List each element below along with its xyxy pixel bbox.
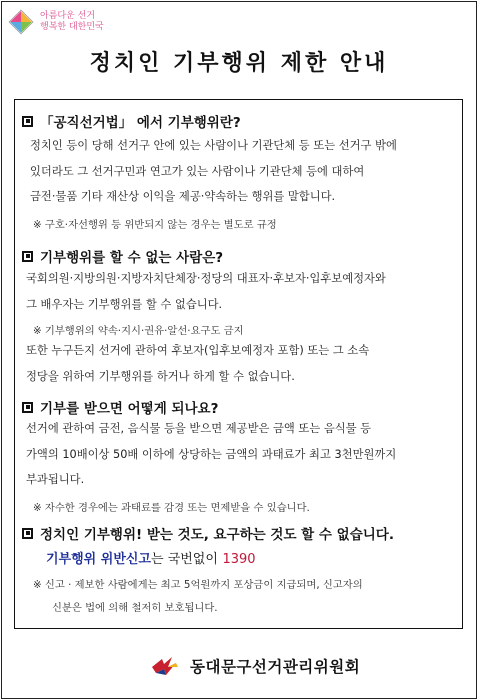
text-line: 국회의원·지방의원·지방자치단체장·정당의 대표자·후보자·입후보예정자와	[26, 272, 386, 285]
report-label: 기부행위 위반신고	[46, 552, 151, 567]
report-hotline	[46, 548, 256, 567]
text-line: 정치인 등이 당해 선거구 안에 있는 사람이나 기관단체 등 또는 선거구 밖에	[30, 139, 397, 152]
note-prohibited: ※ 기부행위의 약속·지시·권유·알선·요구도 금지	[33, 325, 244, 337]
note-definition: ※ 구호·자선행위 등 위반되지 않는 경우는 별도로 규정	[33, 219, 277, 231]
page-title: 정치인 기부행위 제한 안내	[89, 51, 389, 76]
report-mid-text: 는 국번없이	[151, 552, 218, 567]
note-receiving: ※ 자수한 경우에는 과태료를 감경 또는 면제받을 수 있습니다.	[33, 502, 310, 514]
election-commission-logo-icon	[150, 655, 180, 677]
section-definition-body	[30, 133, 458, 210]
text-line: 그 배우자는 기부행위를 할 수 없습니다.	[26, 297, 223, 311]
section-heading-receiving: 기부를 받으면 어떻게 되나요?	[22, 397, 218, 417]
text-line: 있더라도 그 선거구민과 연고가 있는 사람이나 기관단체 등에 대하여	[30, 164, 365, 178]
text-line: 가액의 10배이상 50배 이하에 상당하는 금액의 과태료가 최고 3천만원까지	[26, 447, 397, 461]
text-line: 부과됩니다.	[26, 473, 85, 486]
text-line: 선거에 관하여 금전, 음식물 등을 받으면 제공받은 금액 또는 음식물 등	[26, 422, 372, 435]
section-heading-prohibited-persons: 기부행위를 할 수 없는 사람은?	[22, 246, 223, 266]
top-logo	[8, 8, 104, 36]
text-line: 정당을 위하여 기부행위를 하거나 하게 할 수 없습니다.	[26, 369, 295, 383]
footer-org-name: 동대문구선거관리위원회	[190, 658, 361, 676]
logo-line-1: 아름다운 선거	[40, 11, 96, 21]
section-receiving-body	[26, 416, 454, 493]
text-line: 금전·물품 기타 재산상 이익을 제공·약속하는 행위를 말합니다.	[30, 190, 336, 203]
logo-line-2: 행복한 대한민국	[40, 22, 104, 32]
section-prohibited-body-2	[26, 338, 454, 389]
section-prohibited-body	[26, 266, 454, 317]
footer-org	[150, 655, 360, 677]
bullet-square-icon	[22, 116, 33, 127]
text-line: 또한 누구든지 선거에 관하여 후보자(입후보예정자 포함) 또는 그 소속	[26, 344, 370, 357]
bullet-square-icon	[22, 251, 33, 262]
section-heading-warning: 정치인 기부행위! 받는 것도, 요구하는 것도 할 수 없습니다.	[22, 523, 394, 543]
bullet-square-icon	[22, 402, 33, 413]
note-reward-2: 신분은 법에 의해 철저히 보호됩니다.	[52, 602, 218, 614]
bullet-square-icon	[22, 528, 33, 539]
report-number: 1390	[222, 552, 256, 567]
note-reward: ※ 신고 · 제보한 사람에게는 최고 5억원까지 포상금이 지급되며, 신고자의	[33, 579, 363, 591]
section-heading-definition: 「공직선거법」 에서 기부행위란?	[22, 111, 241, 131]
diamond-logo-icon	[8, 9, 34, 35]
